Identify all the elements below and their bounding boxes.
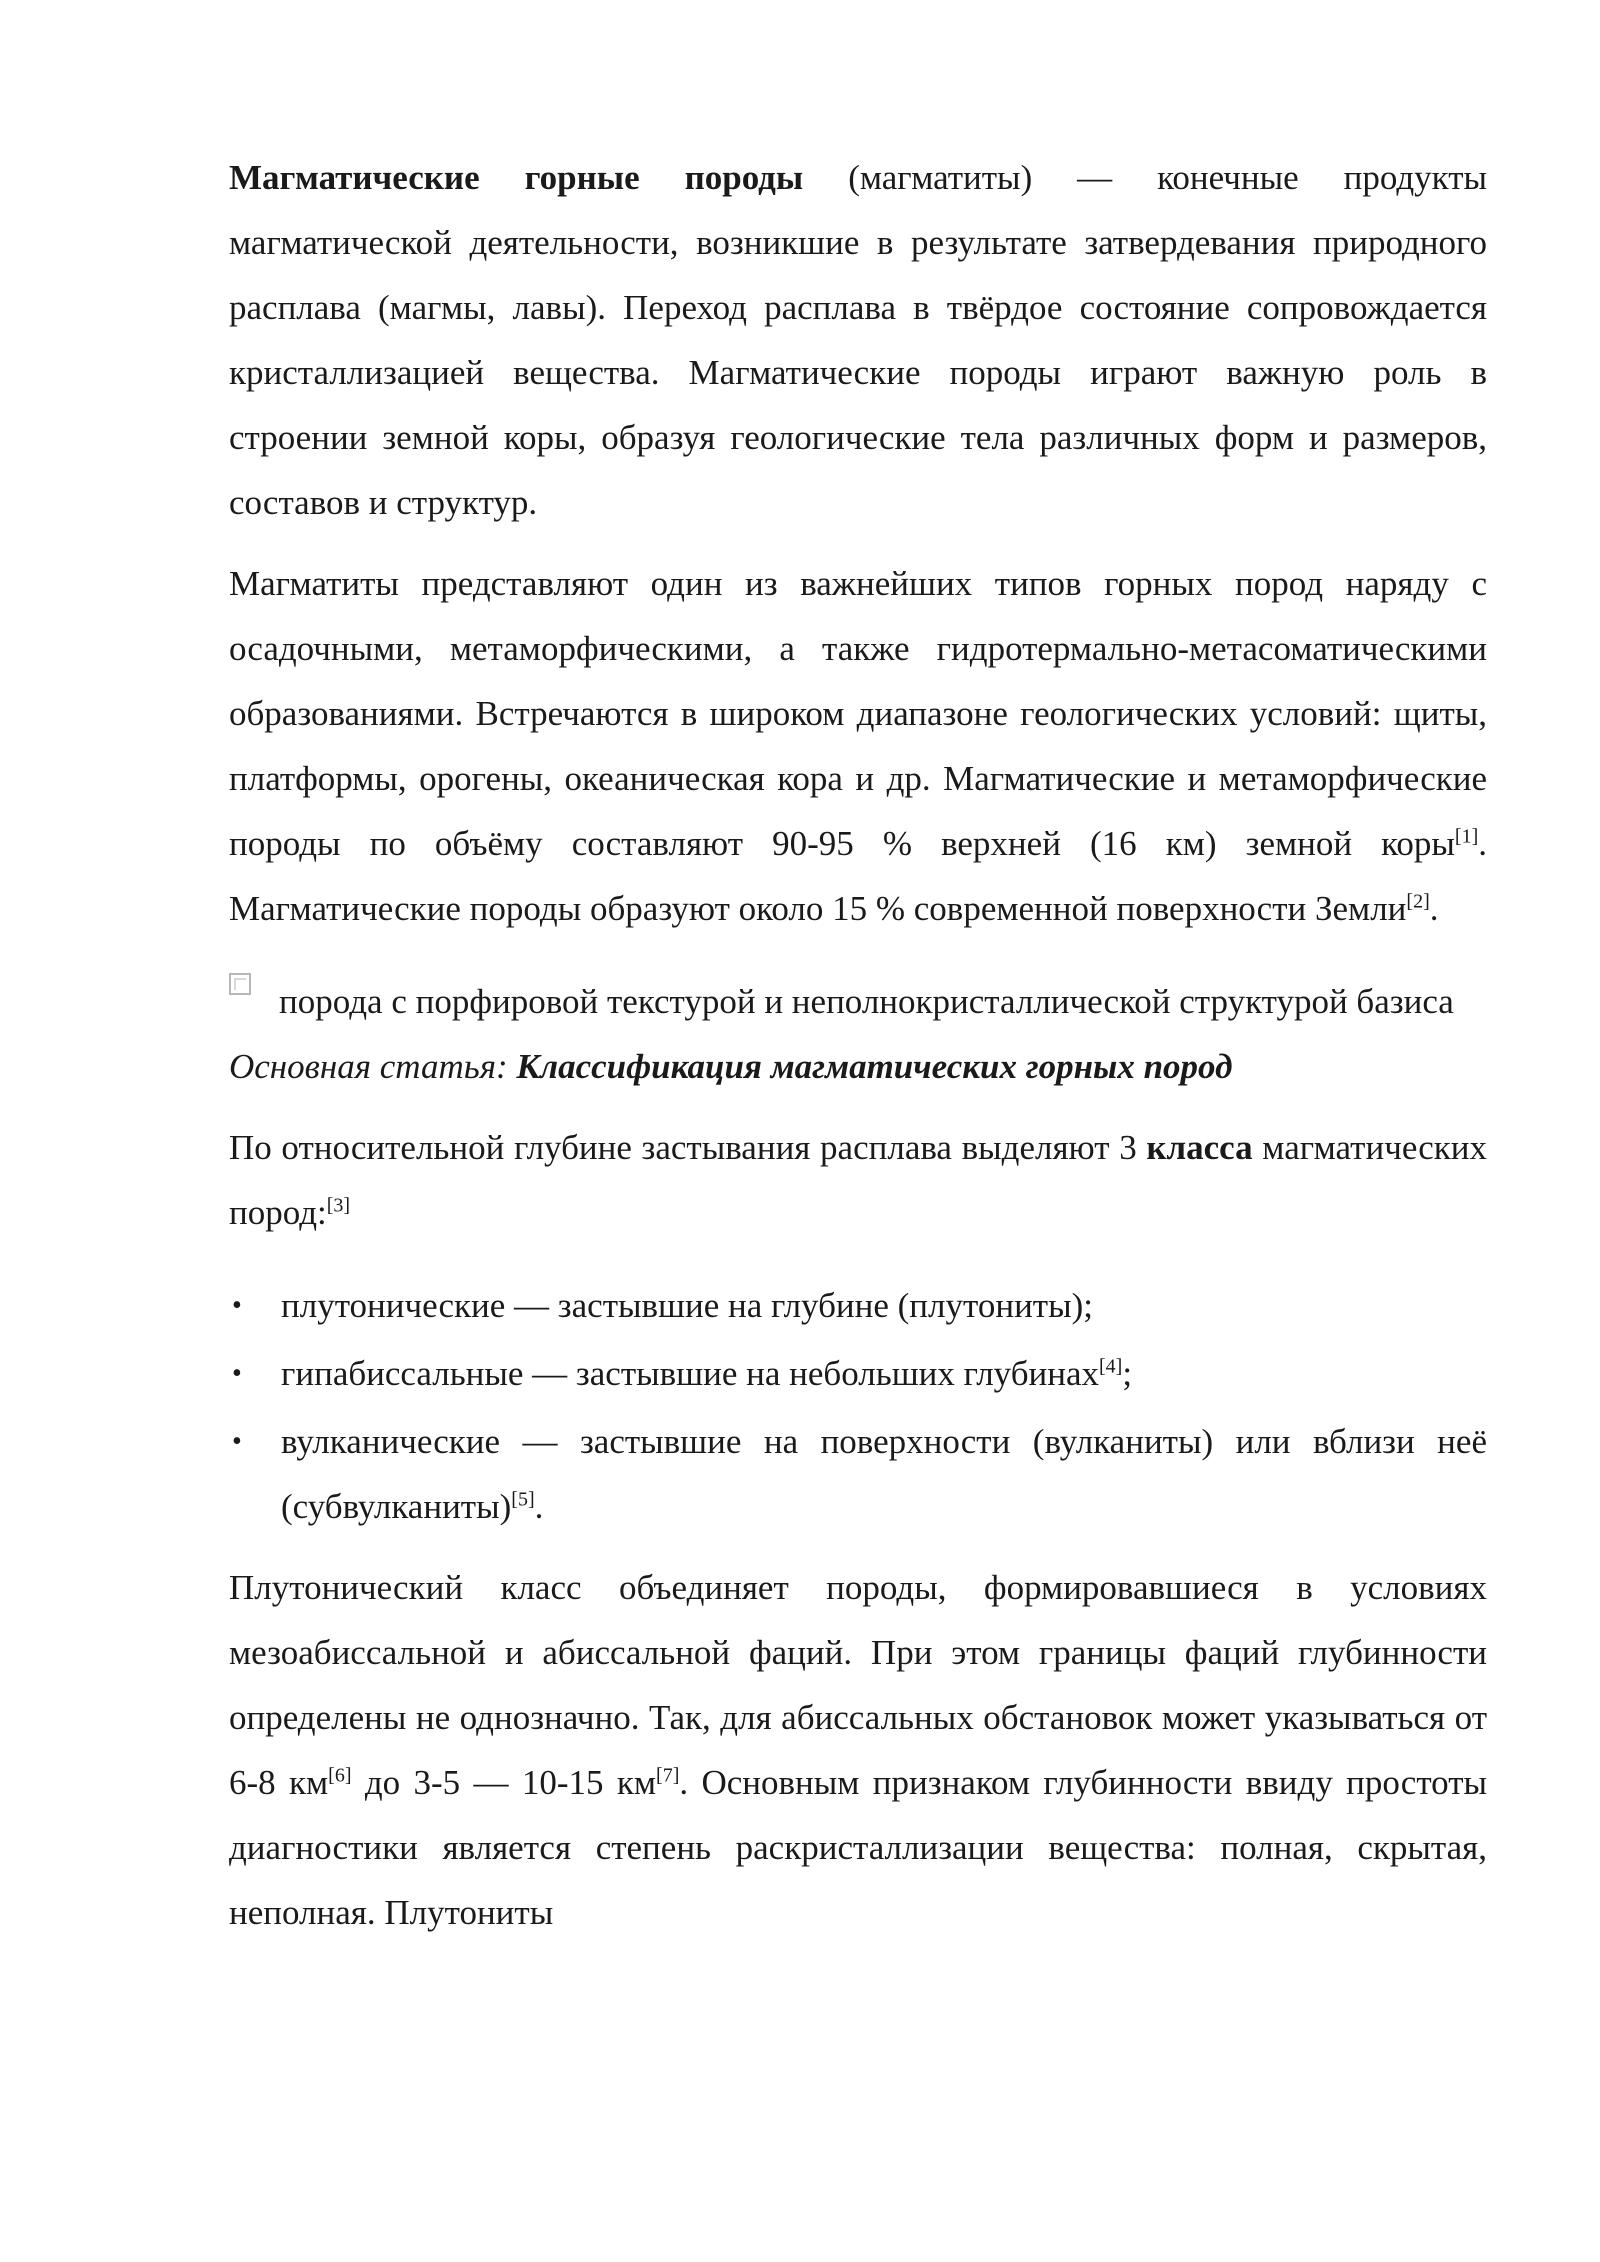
- paragraph-plutonic-text-a: Плутонический класс объединяет породы, формировавшиеся в условиях мезоабиссальной и абиссальной фаций. При этом границы фаций глубинности определены не однозначно. Так, для абиссальных обстановок может указываться от 6-8 км: [229, 1568, 1487, 1802]
- paragraph-classes-text-a: По относительной глубине застывания расплава выделяют 3: [229, 1128, 1147, 1167]
- paragraph-intro-text: (магматиты) — конечные продукты магматической деятельности, возникшие в результате затвердевания природного расплава (магмы, лавы). Переход расплава в твёрдое состояние сопровождается кристаллизацией вещества. Магматические породы играют важную роль в строении земной коры, образуя геологические тела различных форм и размеров, составов и структур.: [229, 158, 1487, 522]
- list-item-text: вулканические — застывшие на поверхности (вулканиты) или вблизи неё (субвулканиты): [281, 1422, 1487, 1526]
- list-item: [229, 1341, 1487, 1406]
- footnote-ref-6[interactable]: [6]: [328, 1764, 352, 1787]
- footnote-ref-7[interactable]: [7]: [656, 1764, 680, 1787]
- footnote-ref-1[interactable]: [1]: [1454, 825, 1479, 848]
- broken-image-icon: [229, 973, 251, 995]
- paragraph-distribution-text-a: Магматиты представляют один из важнейших типов горных пород наряду с осадочными, метаморфическими, а также гидротермально-метасоматическими образованиями. Встречаются в широком диапазоне геологических условий: щиты, платформы, орогены, океаническая кора и др. Магматические и метаморфические породы по объёму составляют 90-95 % верхней (16 км) земной коры: [229, 564, 1487, 863]
- footnote-ref-2[interactable]: [2]: [1406, 890, 1430, 913]
- list-item-text: плутонические — застывшие на глубине (плутониты);: [281, 1286, 1093, 1325]
- term-magmatic-rocks: Магматические горные породы: [229, 158, 804, 197]
- paragraph-distribution-text-c: .: [1429, 889, 1439, 928]
- bullet-icon: •: [232, 1426, 242, 1457]
- bullet-icon: •: [232, 1290, 242, 1321]
- paragraph-classes-text-b: магматических пород:: [229, 1128, 1487, 1232]
- paragraph-distribution-text-b: . Магматические породы образуют около 15 % современной поверхности Земли: [229, 824, 1487, 928]
- list-item-text: гипабиссальные — застывшие на небольших глубинах: [281, 1354, 1100, 1393]
- paragraph-plutonic-text-c: . Основным признаком глубинности ввиду простоты диагностики является степень раскристаллизации вещества: полная, скрытая, неполная. Плутониты: [229, 1763, 1488, 1932]
- document-body: [229, 145, 1487, 1945]
- paragraph-plutonic-text-b: до 3-5 — 10-15 км: [351, 1763, 657, 1802]
- list-item: [229, 1409, 1487, 1539]
- paragraph-plutonic: [229, 1555, 1487, 1945]
- paragraph-distribution: [229, 551, 1487, 941]
- footnote-ref-3[interactable]: [3]: [326, 1194, 351, 1217]
- main-article-note: [229, 1034, 1487, 1099]
- paragraph-classes: [229, 1115, 1487, 1245]
- paragraph-intro: [229, 145, 1487, 535]
- main-article-link[interactable]: Классификация магматических горных пород: [516, 1047, 1233, 1086]
- term-class: класса: [1146, 1128, 1253, 1167]
- list-item-tail: ;: [1122, 1354, 1133, 1393]
- image-caption: порода с порфировой текстурой и неполнокристаллической структурой базиса: [279, 982, 1454, 1021]
- class-list: [229, 1273, 1487, 1539]
- footnote-ref-4[interactable]: [4]: [1099, 1355, 1123, 1378]
- image-caption-block: [229, 969, 1487, 1034]
- footnote-ref-5[interactable]: [5]: [511, 1488, 535, 1511]
- list-item-tail: .: [534, 1487, 544, 1526]
- list-item: [229, 1273, 1487, 1338]
- main-article-prefix: Основная статья:: [229, 1047, 517, 1086]
- bullet-icon: •: [232, 1358, 242, 1389]
